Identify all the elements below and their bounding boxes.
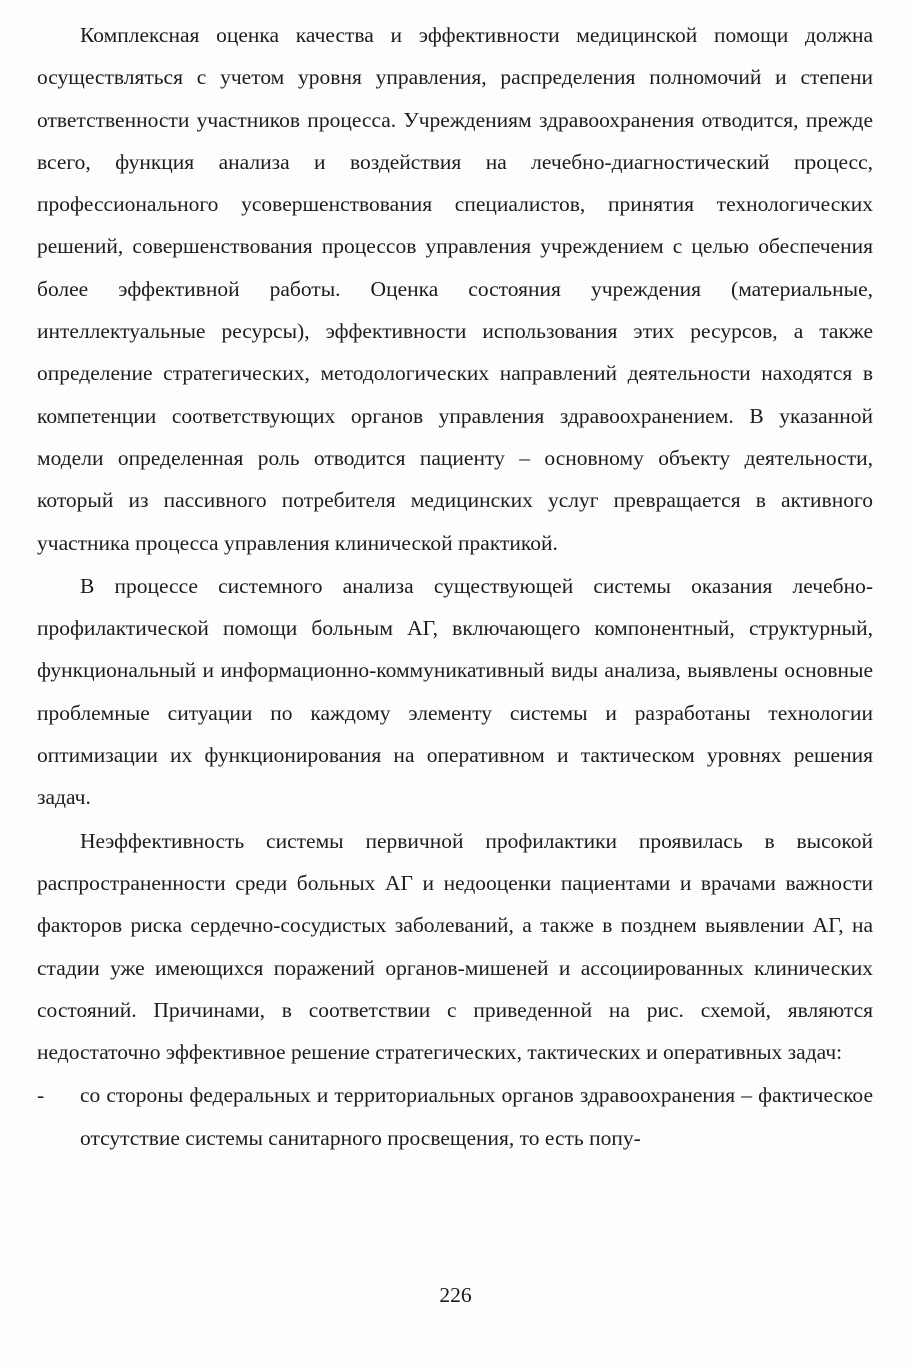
list-item (37, 1074, 873, 1159)
paragraph-2: В процессе системного анализа существующей системы оказания лечебно-профилактической помощи больным АГ, включающего компонентный, структурный, функциональный и информационно-коммуникативный виды анализа, выявлены основные проблемные ситуации по каждому элементу системы и разработаны технологии оптимизации их функционирования на оперативном и тактическом уровнях решения задач. (37, 573, 873, 810)
paragraph-3: Неэффективность системы первичной профилактики проявилась в высокой распространенности среди больных АГ и недооценки пациентами и врачами важности факторов риска сердечно-сосудистых заболеваний, а также в позднем выявлении АГ, на стадии уже имеющихся поражений органов-мишеней и ассоциированных клинических состояний. Причинами, в соответствии с приведенной на рис. схемой, являются недостаточно эффективное решение стратегических, тактических и оперативных задач: (37, 828, 873, 1065)
page-number: 226 (439, 1283, 472, 1307)
list-bullet: - (37, 1083, 45, 1108)
paragraph-1: Комплексная оценка качества и эффективности медицинской помощи должна осуществляться с учетом уровня управления, распределения полномочий и степени ответственности участников процесса. Учреждениям здравоохранения отводится, прежде всего, функция анализа и воздействия на лечебно-диагностический процесс, профессионального усовершенствования специалистов, принятия технологических решений, совершенствования процессов управления учреждением с целью обеспечения более эффективной работы. Оценка состояния учреждения (материальные, интеллектуальные ресурсы), эффективности использования этих ресурсов, а также определение стратегических, методологических направлений деятельности находятся в компетенции соответствующих органов управления здравоохранением. В указанной модели определенная роль отводится пациенту – основному объекту деятельности, который из пассивного потребителя медицинских услуг превращается в активного участника процесса управления клинической практикой. (37, 23, 873, 555)
body-text (37, 14, 873, 1159)
list-item-text: со стороны федеральных и территориальных органов здравоохранения – фактическое отсутствие системы санитарного просвещения, то есть попу- (80, 1083, 873, 1150)
